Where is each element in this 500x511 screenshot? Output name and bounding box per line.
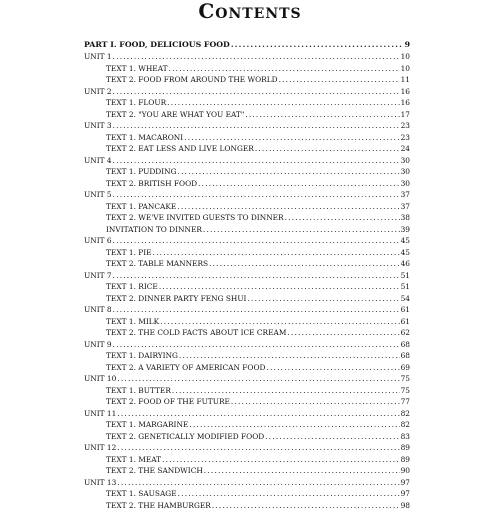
toc-entry-page: 30 — [401, 178, 410, 190]
toc-entry-label: TEXT 2. A VARIETY OF AMERICAN FOOD — [84, 362, 265, 374]
toc-text-entry[interactable] — [84, 500, 410, 511]
toc-entry-page: 82 — [401, 408, 410, 420]
toc-entry-label: UNIT 11 — [84, 408, 116, 420]
toc-entry-page: 30 — [401, 155, 410, 167]
toc-unit-entry[interactable] — [84, 373, 410, 385]
leader-dots — [209, 258, 400, 270]
toc-text-entry[interactable] — [84, 258, 410, 270]
leader-dots — [245, 109, 399, 121]
leader-dots — [160, 316, 399, 328]
leader-dots — [113, 270, 400, 282]
leader-dots — [179, 350, 400, 362]
toc-entry-page: 82 — [401, 419, 410, 431]
leader-dots — [117, 408, 399, 420]
toc-text-entry[interactable] — [84, 488, 410, 500]
toc-entry-label: TEXT 2. THE SANDWICH — [84, 465, 203, 477]
toc-entry-page: 16 — [401, 86, 410, 98]
toc-entry-page: 68 — [401, 339, 410, 351]
toc-entry-page: 16 — [401, 97, 410, 109]
toc-unit-entry[interactable] — [84, 270, 410, 282]
toc-entry-label: UNIT 7 — [84, 270, 112, 282]
toc-entry-label: TEXT 2. DINNER PARTY FENG SHUI — [84, 293, 246, 305]
leader-dots — [113, 304, 400, 316]
toc-entry-label: UNIT 2 — [84, 86, 112, 98]
toc-entry-label: UNIT 5 — [84, 189, 112, 201]
toc-entry-label: UNIT 10 — [84, 373, 116, 385]
leader-dots — [203, 224, 400, 236]
leader-dots — [285, 212, 400, 224]
toc-entry-page: 69 — [401, 362, 410, 374]
leader-dots — [287, 327, 399, 339]
leader-dots — [113, 51, 400, 63]
leader-dots — [113, 155, 400, 167]
toc-entry-page: 37 — [401, 189, 410, 201]
toc-entry-label: TEXT 1. PUDDING — [84, 166, 176, 178]
table-of-contents — [84, 38, 410, 511]
toc-entry-label: UNIT 1 — [84, 51, 112, 63]
toc-entry-page: 54 — [401, 293, 410, 305]
toc-entry-label: TEXT 2. EAT LESS AND LIVE LONGER — [84, 143, 254, 155]
leader-dots — [167, 97, 399, 109]
toc-entry-page: 61 — [401, 316, 410, 328]
toc-entry-page: 51 — [401, 281, 410, 293]
leader-dots — [189, 419, 399, 431]
toc-entry-label: UNIT 3 — [84, 120, 112, 132]
toc-entry-label: TEXT 2. "YOU ARE WHAT YOU EAT" — [84, 109, 244, 121]
toc-entry-page: 11 — [401, 74, 410, 86]
leader-dots — [177, 166, 399, 178]
toc-entry-page: 39 — [401, 224, 410, 236]
toc-unit-entry[interactable] — [84, 339, 410, 351]
toc-entry-label: TEXT 1. PIE — [84, 247, 152, 259]
toc-entry-label: TEXT 1. FLOUR — [84, 97, 166, 109]
toc-entry-label: TEXT 2. TABLE MANNERS — [84, 258, 208, 270]
leader-dots — [247, 293, 399, 305]
toc-text-entry[interactable] — [84, 97, 410, 109]
toc-unit-entry[interactable] — [84, 86, 410, 98]
toc-entry-label: TEXT 2. GENETICALLY MODIFIED FOOD — [84, 431, 264, 443]
toc-entry-label: TEXT 1. WHEAT — [84, 63, 168, 75]
toc-entry-page: 97 — [401, 477, 410, 489]
leader-dots — [113, 189, 400, 201]
toc-entry-label: UNIT 9 — [84, 339, 112, 351]
toc-entry-label: TEXT 1. SAUSAGE — [84, 488, 177, 500]
leader-dots — [113, 86, 400, 98]
toc-entry-label: INVITATION TO DINNER — [84, 224, 202, 236]
toc-entry-page: 17 — [401, 109, 410, 121]
toc-text-entry[interactable] — [84, 178, 410, 190]
toc-text-entry[interactable] — [84, 362, 410, 374]
toc-entry-label: UNIT 4 — [84, 155, 112, 167]
toc-entry-label: TEXT 2. FOOD FROM AROUND THE WORLD — [84, 74, 278, 86]
toc-entry-label: TEXT 1. MACARONI — [84, 132, 183, 144]
toc-text-entry[interactable] — [84, 201, 410, 213]
toc-entry-page: 62 — [401, 327, 410, 339]
toc-text-entry[interactable] — [84, 350, 410, 362]
toc-entry-page: 10 — [401, 51, 410, 63]
toc-entry-page: 37 — [401, 201, 410, 213]
leader-dots — [117, 373, 399, 385]
leader-dots — [265, 431, 399, 443]
leader-dots — [113, 120, 400, 132]
toc-entry-label: TEXT 2. THE HAMBURGER — [84, 500, 211, 511]
toc-entry-page: 98 — [401, 500, 410, 511]
toc-entry-label: TEXT 1. RICE — [84, 281, 158, 293]
toc-entry-page: 24 — [401, 143, 410, 155]
toc-unit-entry[interactable] — [84, 408, 410, 420]
leader-dots — [212, 500, 400, 511]
toc-text-entry[interactable] — [84, 385, 410, 397]
leader-dots — [117, 442, 399, 454]
toc-entry-label: TEXT 2. BRITISH FOOD — [84, 178, 197, 190]
toc-part-label: PART I. FOOD, DELICIOUS FOOD — [84, 38, 230, 51]
toc-entry-page: 45 — [401, 247, 410, 259]
toc-part-page: 9 — [405, 38, 410, 51]
leader-dots — [231, 396, 400, 408]
toc-entry-page: 61 — [401, 304, 410, 316]
toc-text-entry[interactable] — [84, 431, 410, 443]
leader-dots — [266, 362, 399, 374]
toc-unit-entry[interactable] — [84, 51, 410, 63]
toc-entry-page: 38 — [401, 212, 410, 224]
toc-entry-label: UNIT 12 — [84, 442, 116, 454]
toc-entry-page: 90 — [401, 465, 410, 477]
toc-unit-entry[interactable] — [84, 120, 410, 132]
leader-dots — [204, 465, 400, 477]
toc-text-entry[interactable] — [84, 63, 410, 75]
leader-dots — [113, 235, 400, 247]
toc-entry-label: TEXT 1. MILK — [84, 316, 159, 328]
toc-unit-entry[interactable] — [84, 304, 410, 316]
toc-unit-entry[interactable] — [84, 155, 410, 167]
toc-entry-page: 75 — [401, 373, 410, 385]
toc-entry-page: 46 — [401, 258, 410, 270]
toc-part-heading[interactable] — [84, 38, 410, 51]
page-title: Contents — [0, 0, 500, 22]
toc-entry-page: 68 — [401, 350, 410, 362]
toc-text-entry[interactable] — [84, 281, 410, 293]
toc-entry-label: TEXT 1. PANCAKE — [84, 201, 176, 213]
toc-entry-label: UNIT 8 — [84, 304, 112, 316]
toc-text-entry[interactable] — [84, 465, 410, 477]
toc-text-entry[interactable] — [84, 419, 410, 431]
leader-dots — [153, 247, 400, 259]
toc-entry-label: TEXT 2. WE'VE INVITED GUESTS TO DINNER — [84, 212, 284, 224]
toc-text-entry[interactable] — [84, 109, 410, 121]
toc-unit-entry[interactable] — [84, 477, 410, 489]
toc-entry-page: 75 — [401, 385, 410, 397]
toc-text-entry[interactable] — [84, 224, 410, 236]
leader-dots — [177, 201, 399, 213]
toc-text-entry[interactable] — [84, 132, 410, 144]
leader-dots — [162, 454, 400, 466]
leader-dots — [169, 63, 400, 75]
toc-text-entry[interactable] — [84, 316, 410, 328]
toc-entry-page: 89 — [401, 454, 410, 466]
leader-dots — [117, 477, 399, 489]
toc-entry-label: UNIT 13 — [84, 477, 116, 489]
toc-entry-label: TEXT 1. MARGARINE — [84, 419, 188, 431]
toc-text-entry[interactable] — [84, 396, 410, 408]
toc-entry-page: 10 — [401, 63, 410, 75]
toc-text-entry[interactable] — [84, 293, 410, 305]
toc-entry-label: TEXT 2. THE COLD FACTS ABOUT ICE CREAM — [84, 327, 286, 339]
toc-entry-label: TEXT 1. BUTTER — [84, 385, 171, 397]
leader-dots — [231, 38, 404, 51]
toc-entry-page: 89 — [401, 442, 410, 454]
toc-text-entry[interactable] — [84, 454, 410, 466]
toc-entry-page: 45 — [401, 235, 410, 247]
toc-entry-label: TEXT 1. MEAT — [84, 454, 161, 466]
toc-text-entry[interactable] — [84, 212, 410, 224]
leader-dots — [255, 143, 400, 155]
leader-dots — [172, 385, 400, 397]
toc-entry-page: 97 — [401, 488, 410, 500]
toc-text-entry[interactable] — [84, 166, 410, 178]
leader-dots — [159, 281, 400, 293]
toc-entry-page: 30 — [401, 166, 410, 178]
toc-unit-entry[interactable] — [84, 442, 410, 454]
toc-unit-entry[interactable] — [84, 189, 410, 201]
leader-dots — [279, 74, 400, 86]
leader-dots — [178, 488, 400, 500]
toc-entry-label: TEXT 1. DAIRYING — [84, 350, 178, 362]
toc-text-entry[interactable] — [84, 74, 410, 86]
toc-text-entry[interactable] — [84, 143, 410, 155]
toc-entry-label: UNIT 6 — [84, 235, 112, 247]
toc-text-entry[interactable] — [84, 327, 410, 339]
toc-entry-page: 23 — [401, 120, 410, 132]
toc-unit-entry[interactable] — [84, 235, 410, 247]
toc-entry-page: 51 — [401, 270, 410, 282]
toc-entry-label: TEXT 2. FOOD OF THE FUTURE — [84, 396, 230, 408]
toc-entry-page: 23 — [401, 132, 410, 144]
toc-entry-page: 83 — [401, 431, 410, 443]
leader-dots — [198, 178, 400, 190]
leader-dots — [184, 132, 399, 144]
toc-entry-page: 77 — [401, 396, 410, 408]
leader-dots — [113, 339, 400, 351]
toc-text-entry[interactable] — [84, 247, 410, 259]
